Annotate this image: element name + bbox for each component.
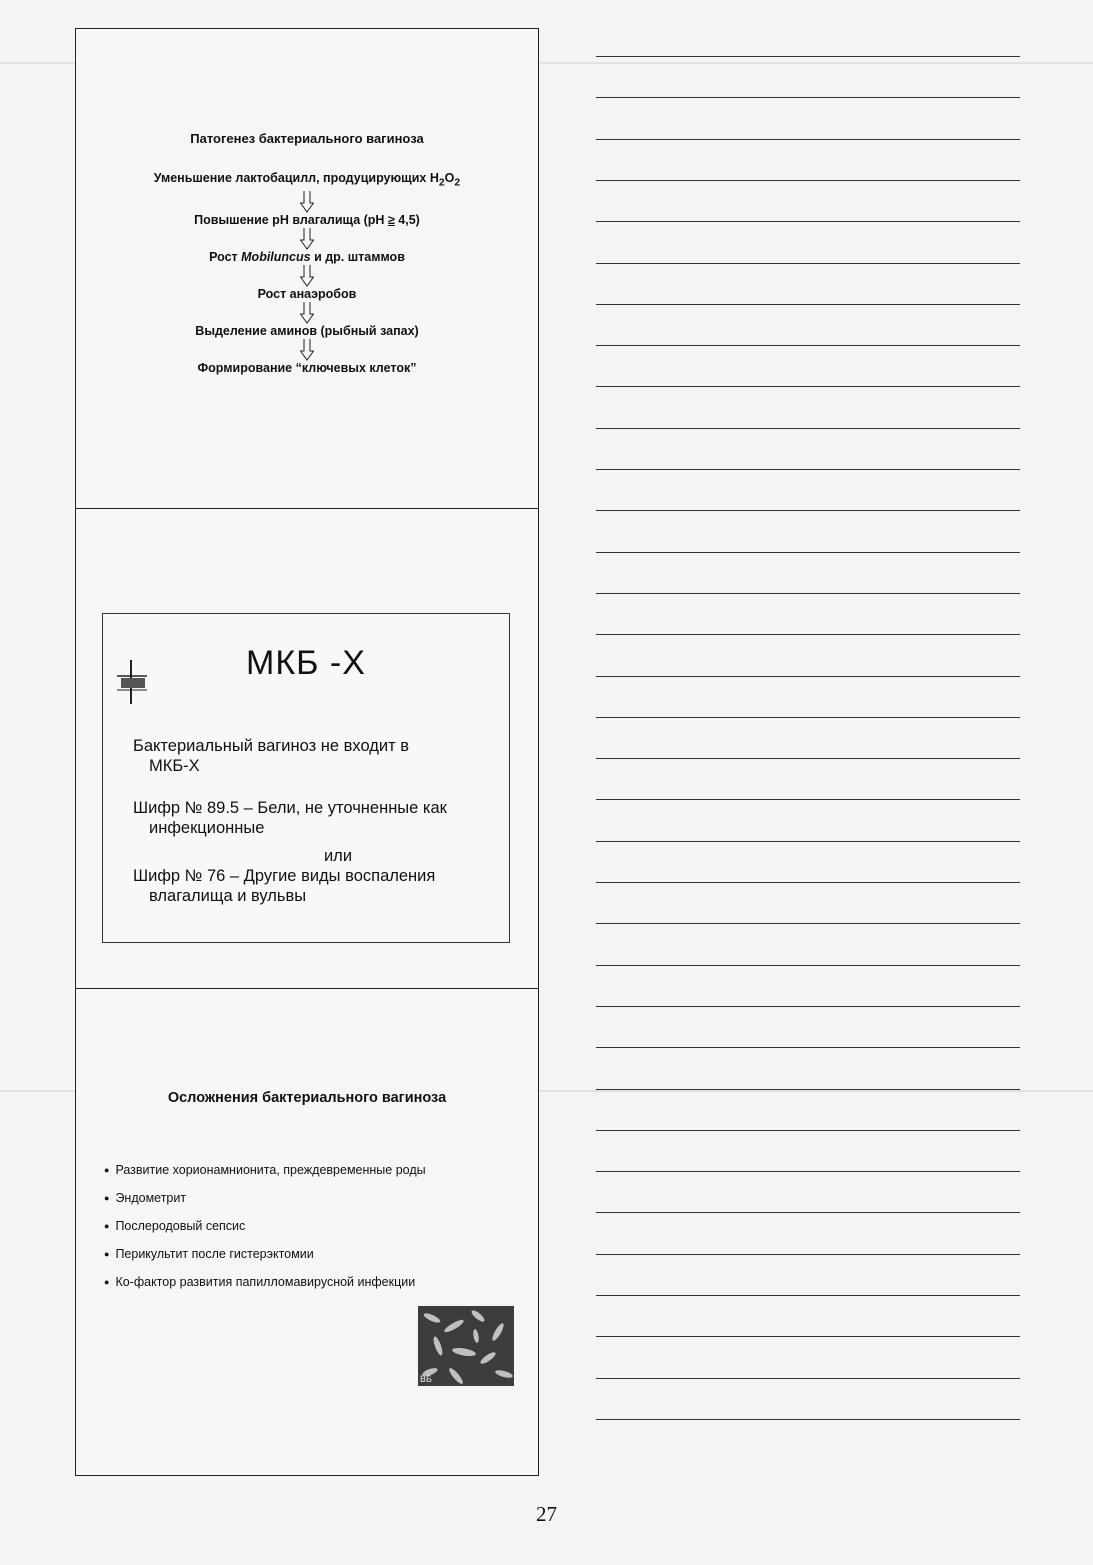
note-line	[596, 386, 1020, 387]
note-line	[596, 1419, 1020, 1420]
flow-step-text: Повышение pH влагалища (pH	[194, 212, 388, 227]
icd-paragraph	[133, 736, 503, 776]
note-line	[596, 1006, 1020, 1007]
note-line	[596, 841, 1020, 842]
page-number: 27	[536, 1502, 557, 1526]
note-line	[596, 221, 1020, 222]
notes-lines	[596, 30, 1020, 1470]
list-item	[104, 1241, 524, 1269]
list-item	[104, 1269, 524, 1297]
note-line	[596, 634, 1020, 635]
down-arrow-icon	[76, 339, 538, 361]
icd-text: Шифр № 89.5 – Бели, не уточненные как	[133, 799, 447, 817]
note-line	[596, 799, 1020, 800]
bullet-icon: ●	[104, 1221, 110, 1231]
list-item-text: Ко-фактор развития папилломавирусной инфекции	[115, 1275, 416, 1289]
icd-paragraph	[133, 866, 503, 906]
list-item	[104, 1157, 524, 1185]
note-line	[596, 676, 1020, 677]
icd-text: Шифр № 76 – Другие виды воспаления	[133, 867, 436, 885]
note-line	[596, 1047, 1020, 1048]
note-line	[596, 345, 1020, 346]
bullet-icon: ●	[104, 1277, 110, 1287]
flow-step-text: Выделение аминов (рыбный запах)	[195, 323, 419, 338]
microscopy-image	[418, 1306, 514, 1386]
note-line	[596, 97, 1020, 98]
note-line	[596, 180, 1020, 181]
list-item-text: Эндометрит	[115, 1191, 187, 1205]
flow-step	[76, 250, 538, 265]
note-line	[596, 923, 1020, 924]
note-line	[596, 552, 1020, 553]
svg-text:ВБ: ВБ	[420, 1374, 432, 1384]
note-line	[596, 510, 1020, 511]
bullet-icon: ●	[104, 1249, 110, 1259]
slide-title: МКБ -X	[246, 644, 366, 682]
slides-column	[75, 28, 539, 1476]
note-line	[596, 1336, 1020, 1337]
flow-step	[76, 287, 538, 302]
list-item-text: Послеродовый сепсис	[115, 1219, 246, 1233]
flow-step-subscript: 2	[454, 177, 461, 189]
down-arrow-icon	[76, 191, 538, 213]
note-line	[596, 1212, 1020, 1213]
flow-step-subscript: 2	[438, 177, 445, 189]
pathogenesis-flowchart	[76, 171, 538, 376]
note-line	[596, 1130, 1020, 1131]
flow-step-text: и др. штаммов	[310, 249, 405, 264]
slide-title: Осложнения бактериального вагиноза	[167, 1090, 447, 1106]
note-line	[596, 139, 1020, 140]
flow-step	[76, 324, 538, 339]
down-arrow-icon	[76, 228, 538, 250]
down-arrow-icon	[76, 265, 538, 287]
icd-body	[133, 736, 503, 928]
slide-complications	[76, 989, 538, 1475]
icd-or: или	[323, 847, 353, 865]
flow-step-text: Формирование “ключевых клеток”	[197, 360, 417, 375]
complications-list	[104, 1157, 524, 1297]
note-line	[596, 965, 1020, 966]
flow-step-text: Рост анаэробов	[257, 286, 357, 301]
note-line	[596, 1171, 1020, 1172]
note-line	[596, 469, 1020, 470]
icd-paragraph	[133, 798, 503, 838]
flow-step-text: O	[444, 171, 455, 185]
flow-step	[76, 213, 538, 228]
note-line	[596, 882, 1020, 883]
list-item-text: Перикультит после гистерэктомии	[115, 1247, 314, 1261]
flow-step-text: Рост	[209, 249, 242, 264]
note-line	[596, 428, 1020, 429]
down-arrow-icon	[76, 302, 538, 324]
slide-title: Патогенез бактериального вагиноза	[190, 131, 424, 146]
flow-step-text: Уменьшение лактобацилл, продуцирующих H	[153, 171, 439, 185]
note-line	[596, 1089, 1020, 1090]
flow-step-text: 4,5)	[394, 212, 420, 227]
icd-text: влагалища и вульвы	[149, 887, 307, 905]
icd-text: инфекционные	[149, 819, 265, 837]
note-line	[596, 593, 1020, 594]
note-line	[596, 717, 1020, 718]
note-line	[596, 1295, 1020, 1296]
note-line	[596, 758, 1020, 759]
flow-step-genus: Mobiluncus	[241, 249, 311, 264]
flow-step	[76, 361, 538, 376]
slide-icd10	[76, 509, 538, 989]
slide-pathogenesis	[76, 29, 538, 509]
flow-step	[76, 171, 538, 191]
flow-step-symbol: ≥	[387, 212, 395, 227]
note-line	[596, 1254, 1020, 1255]
note-line	[596, 304, 1020, 305]
icd-slide-frame	[102, 613, 510, 943]
note-line	[596, 1378, 1020, 1379]
list-item	[104, 1213, 524, 1241]
note-line	[596, 56, 1020, 57]
icd-text: МКБ-X	[149, 757, 200, 775]
bullet-icon: ●	[104, 1165, 110, 1175]
note-line	[596, 263, 1020, 264]
list-item	[104, 1185, 524, 1213]
bullet-icon: ●	[104, 1193, 110, 1203]
icd-text: Бактериальный вагиноз не входит в	[133, 737, 410, 755]
list-item-text: Развитие хорионамнионита, преждевременные роды	[115, 1163, 426, 1177]
